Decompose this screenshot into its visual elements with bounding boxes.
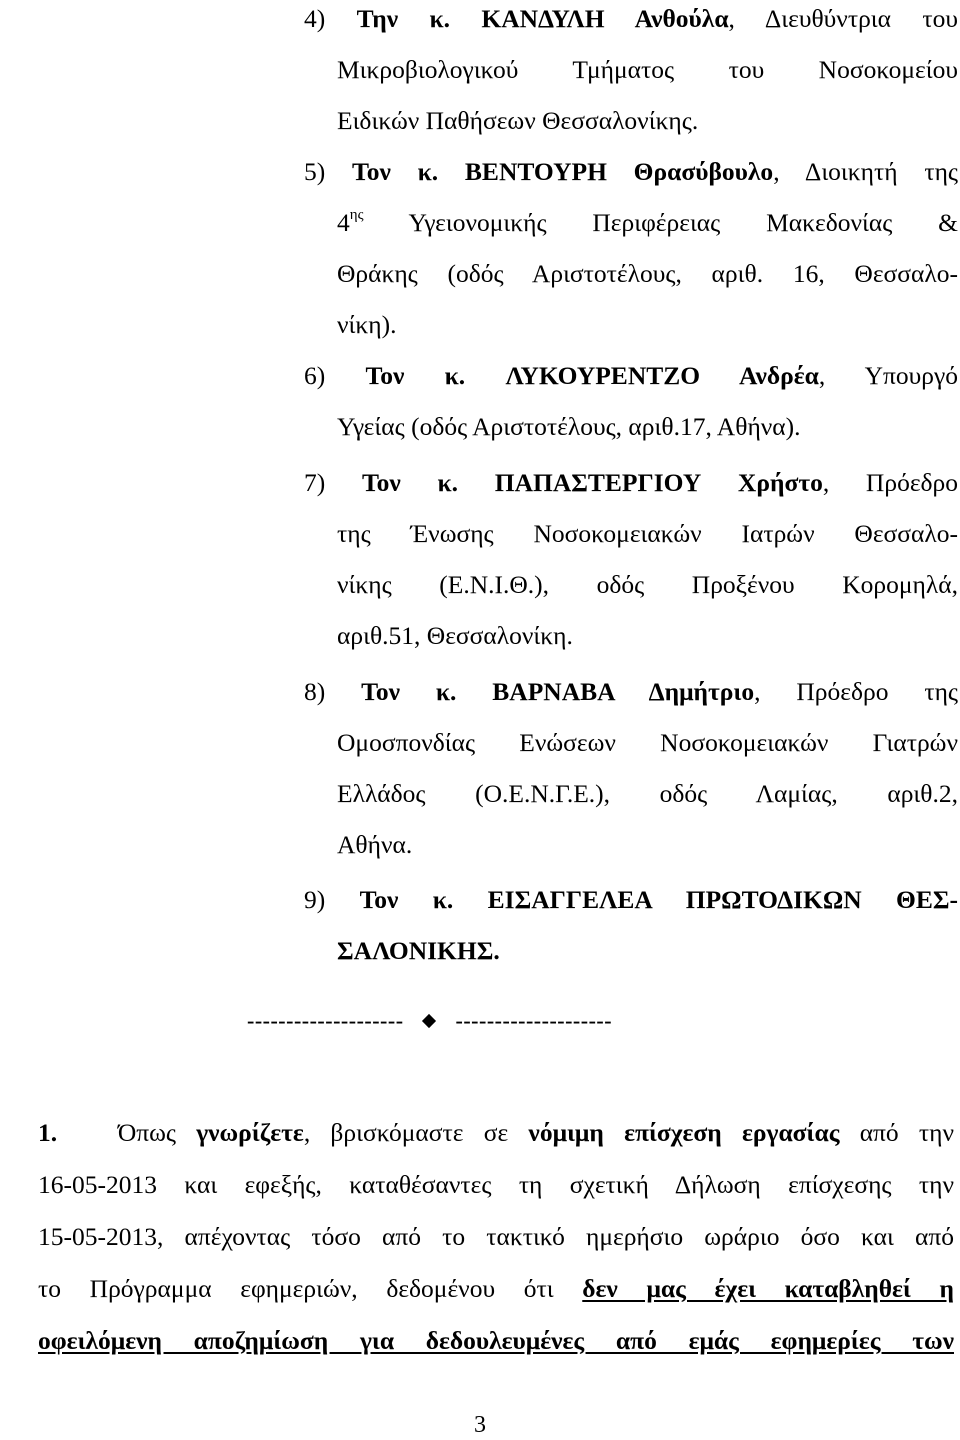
paragraph-line-4	[38, 1274, 954, 1304]
item-7-rest: , Πρόεδρο	[822, 468, 959, 497]
paragraph-number: 1.	[38, 1118, 58, 1147]
paragraph-text: Όπως	[117, 1118, 176, 1147]
item-7-prefix: Τον κ.	[361, 468, 459, 497]
page-number: 3	[474, 1412, 486, 1438]
item-5-line-1	[304, 157, 958, 187]
item-9-prefix: Τον κ.	[359, 885, 454, 914]
paragraph-line-1	[38, 1118, 954, 1148]
item-5-superscript: ης	[349, 207, 364, 223]
item-6-line-2: Υγείας (οδός Αριστοτέλους, αριθ.17, Αθήνα).	[337, 412, 801, 441]
paragraph-text: από την	[859, 1118, 955, 1147]
item-8-name: ΒΑΡΝΑΒΑ Δημήτριο	[492, 677, 755, 706]
item-5-line-3: Θράκης (οδός Αριστοτέλους, αριθ. 16, Θεσσαλο-	[337, 259, 958, 288]
item-6-line-1	[304, 361, 958, 391]
item-7-line-1	[304, 468, 958, 498]
item-8-line-4: Αθήνα.	[337, 830, 413, 859]
paragraph-underlined-bold: δεν μας έχει καταβληθεί η	[582, 1274, 954, 1303]
item-6-name: ΛΥΚΟΥΡΕΝΤΖΟ Ανδρέα	[505, 361, 819, 390]
item-8-line-3: Ελλάδος (Ο.Ε.Ν.Γ.Ε.), οδός Λαμίας, αριθ.2,	[337, 779, 958, 808]
item-8-line-1	[304, 677, 958, 707]
item-5-region-number: $4^{\eta\varsigma}$	[337, 207, 364, 237]
item-8-rest: , Πρόεδρο της	[754, 677, 959, 706]
paragraph-text: , βρισκόμαστε σε	[303, 1118, 509, 1147]
paragraph-bold-retention: νόμιμη επίσχεση εργασίας	[528, 1118, 840, 1147]
item-8-prefix: Τον κ.	[361, 677, 457, 706]
item-4-name: ΚΑΝΔΥΛΗ Ανθούλα	[481, 4, 729, 33]
paragraph-text: το Πρόγραμμα εφημεριών, δεδομένου ότι	[38, 1274, 554, 1303]
item-6-number: 6)	[304, 361, 326, 390]
item-9-name: ΕΙΣΑΓΓΕΛΕΑ ΠΡΩΤΟΔΙΚΩΝ ΘΕΣ-	[487, 885, 959, 914]
item-8-line-2: Ομοσπονδίας Ενώσεων Νοσοκομειακών Γιατρών	[337, 728, 958, 757]
item-6-prefix: Τον κ.	[365, 361, 466, 390]
item-5-prefix: Τον κ.	[352, 157, 439, 186]
section-separator	[247, 1006, 612, 1036]
item-5-line-2	[337, 208, 958, 238]
paragraph-bold-known: γνωρίζετε	[196, 1118, 304, 1147]
separator-dashes-left: --------------------	[247, 1008, 404, 1033]
item-5-line-2-text: Υγειονομικής Περιφέρειας Μακεδονίας &	[408, 208, 958, 237]
item-4-prefix: Την κ.	[356, 4, 451, 33]
item-5-rest: , Διοικητή της	[773, 157, 958, 186]
paragraph-line-3: 15-05-2013, απέχοντας τόσο από το τακτικό ημερήσιο ωράριο όσο και από	[38, 1222, 954, 1251]
item-4-line-3: Ειδικών Παθήσεων Θεσσαλονίκης.	[337, 106, 699, 135]
item-8-number: 8)	[304, 677, 326, 706]
item-5-line-4: νίκη).	[337, 310, 397, 339]
item-7-line-3: νίκης (Ε.Ν.Ι.Θ.), οδός Προξένου Κορομηλά,	[337, 570, 958, 599]
item-5-number: 5)	[304, 157, 326, 186]
item-7-line-2: της Ένωσης Νοσοκομειακών Ιατρών Θεσσαλο-	[337, 519, 958, 548]
item-7-line-4: αριθ.51, Θεσσαλονίκη.	[337, 621, 573, 650]
paragraph-line-5: οφειλόμενη αποζημίωση για δεδουλευμένες από εμάς εφημερίες των	[38, 1326, 954, 1355]
item-5-name: ΒΕΝΤΟΥΡΗ Θρασύβουλο	[464, 157, 774, 186]
item-6-rest: , Υπουργό	[818, 361, 959, 390]
item-9-line-1	[304, 885, 958, 915]
item-4-line-1	[304, 4, 958, 34]
item-4-line-2: Μικροβιολογικού Τμήματος του Νοσοκομείου	[337, 55, 958, 84]
item-7-number: 7)	[304, 468, 326, 497]
separator-dashes-right: --------------------	[455, 1008, 613, 1033]
item-4-rest: , Διευθύντρια του	[728, 4, 958, 33]
item-9-number: 9)	[304, 885, 326, 914]
item-7-name: ΠΑΠΑΣΤΕΡΓΙΟΥ Χρήστο	[494, 468, 823, 497]
diamond-icon	[421, 1014, 435, 1028]
item-9-line-2: ΣΑΛΟΝΙΚΗΣ.	[337, 936, 500, 965]
paragraph-line-2: 16-05-2013 και εφεξής, καταθέσαντες τη σχετική Δήλωση επίσχεσης την	[38, 1170, 954, 1199]
item-4-number: 4)	[304, 4, 326, 33]
